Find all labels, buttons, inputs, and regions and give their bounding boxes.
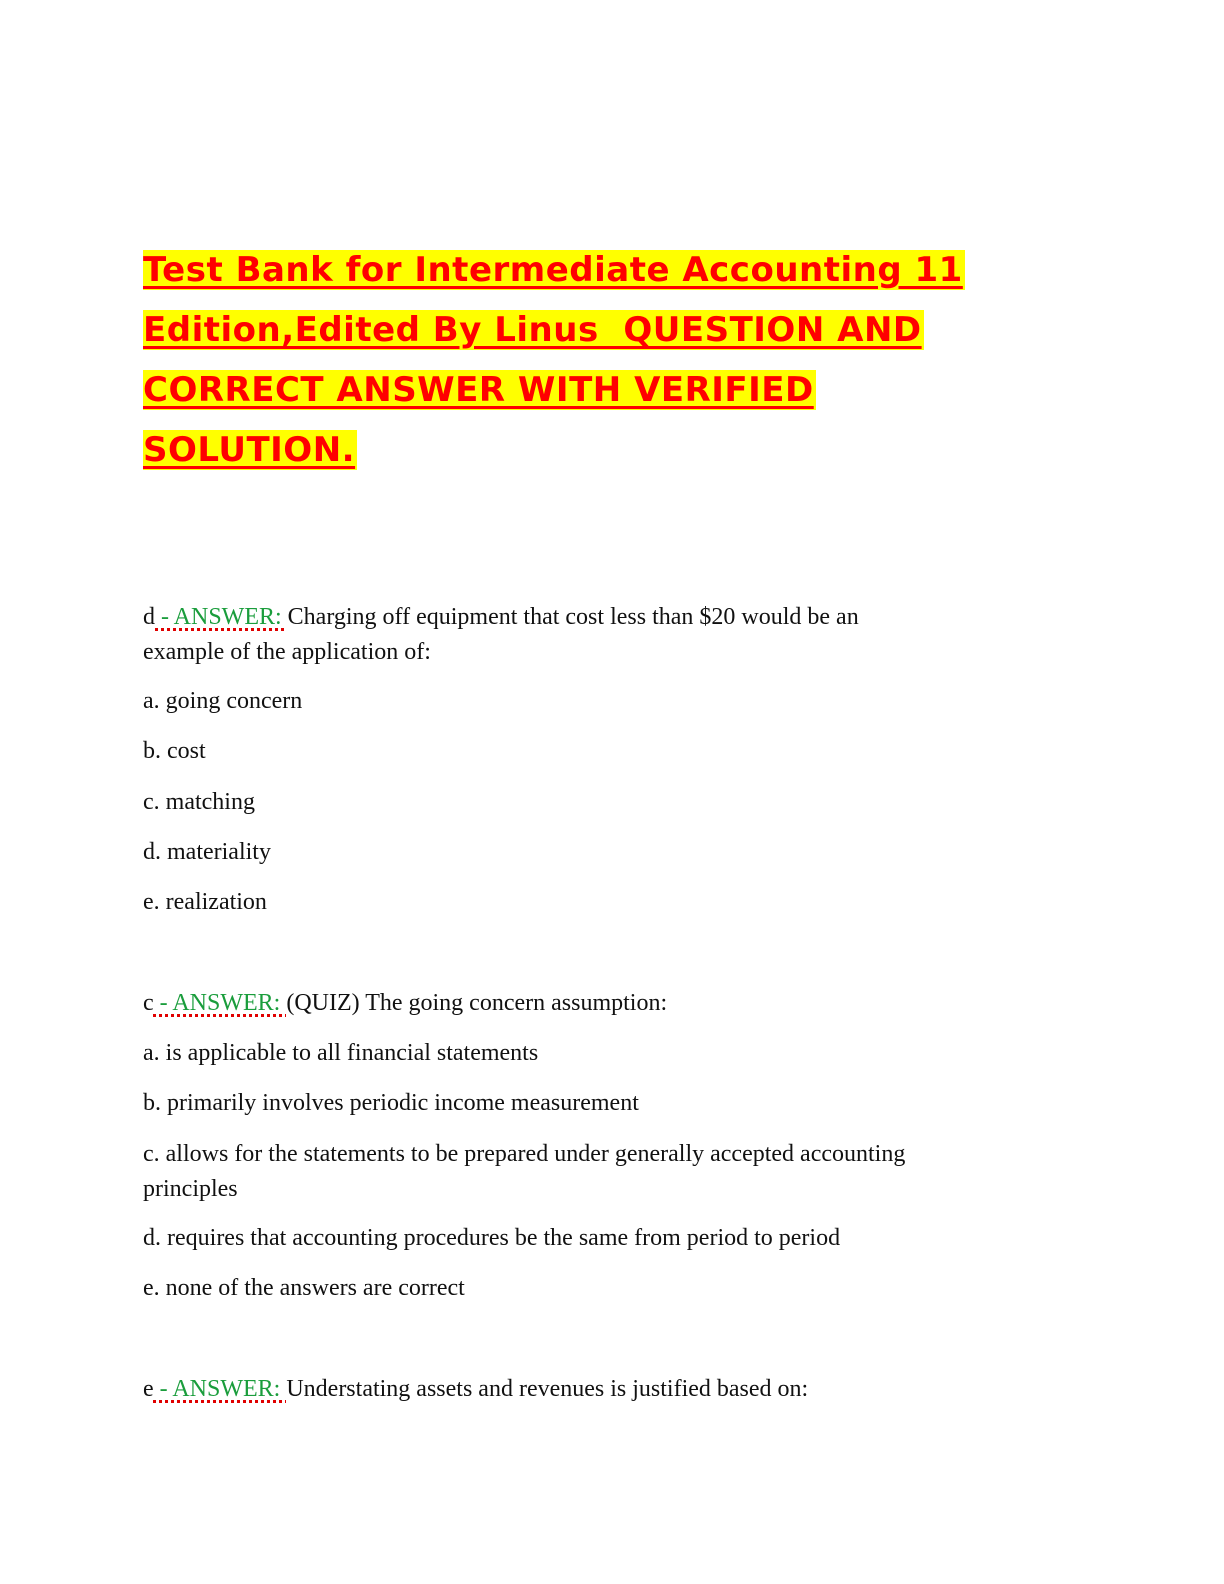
option-d: d. materiality xyxy=(143,839,271,865)
option-c: c. allows for the statements to be prepared under generally accepted accounting xyxy=(143,1141,906,1167)
answer-tag: - ANSWER: xyxy=(155,604,288,630)
question-3-line-1 xyxy=(143,1372,808,1406)
option-c: c. matching xyxy=(143,789,255,815)
answer-letter: e xyxy=(143,1376,154,1402)
option-a: a. going concern xyxy=(143,688,303,714)
question-2-line-1 xyxy=(143,986,667,1020)
option-d: d. requires that accounting procedures be the same from period to period xyxy=(143,1225,841,1251)
title-line-3: CORRECT ANSWER WITH VERIFIED xyxy=(143,370,814,410)
question-text: Charging off equipment that cost less than $20 would be an xyxy=(287,604,859,630)
option-a: a. is applicable to all financial statements xyxy=(143,1040,539,1066)
option-c-continued: principles xyxy=(143,1176,238,1202)
answer-tag: - ANSWER: xyxy=(153,1376,287,1402)
option-e: e. realization xyxy=(143,889,267,915)
question-1-line-2: example of the application of: xyxy=(143,639,431,665)
option-b: b. primarily involves periodic income measurement xyxy=(143,1090,639,1116)
title-line-1: Test Bank for Intermediate Accounting 11 xyxy=(143,250,963,290)
question-text: (QUIZ) The going concern assumption: xyxy=(286,990,668,1016)
option-e: e. none of the answers are correct xyxy=(143,1275,465,1301)
answer-letter: d xyxy=(143,604,155,630)
title-line-4: SOLUTION. xyxy=(143,430,356,470)
question-text: Understating assets and revenues is justified based on: xyxy=(286,1376,809,1402)
question-1-line-1 xyxy=(143,600,859,634)
answer-tag: - ANSWER: xyxy=(153,990,287,1016)
option-b: b. cost xyxy=(143,738,206,764)
title-line-2: Edition,Edited By Linus QUESTION AND xyxy=(143,310,922,350)
document-title xyxy=(143,240,1073,480)
answer-letter: c xyxy=(143,990,154,1016)
